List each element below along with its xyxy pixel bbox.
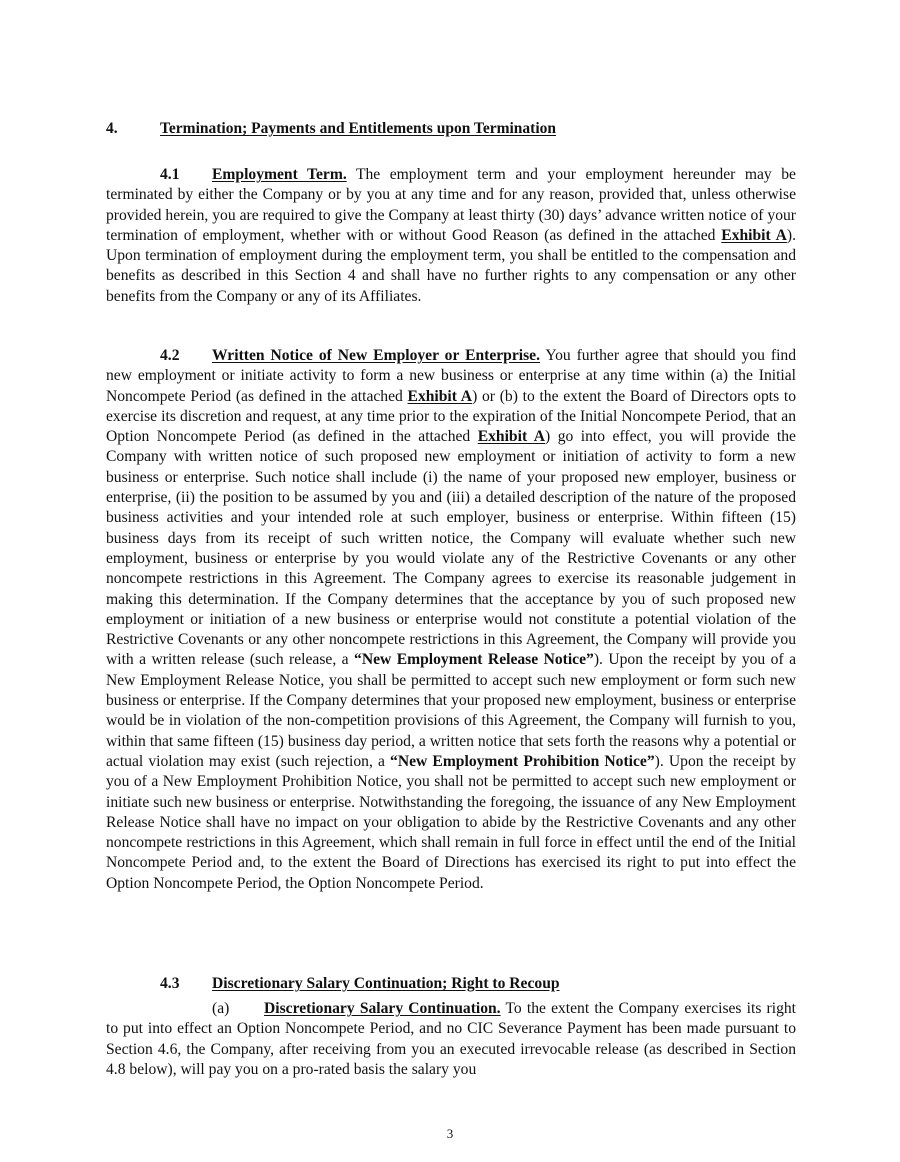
- section-4-1-text-2: ). Upon termination of employment during the employment term, you shall be entitled to the compensation and benefits as described in this Section 4 and shall have no further rights to any compensation or any other benefits from the Company or any of its Affiliates.: [106, 226, 797, 305]
- release-notice-term: “New Employment Release Notice”: [354, 651, 594, 669]
- section-4-3-a-text: To the extent the Company exercises its right to put into effect an Option Noncompete Period, and no CIC Severance Payment has been made pursuant to Section 4.6, the Company, after receiving from you an executed irrevocable release (as described in Section 4.8 below), will pay you on a pro-rated basis the salary you: [106, 1000, 797, 1078]
- section-4-number: 4.: [106, 120, 118, 137]
- section-4-2-text-3: ) go into effect, you will provide the Company with written notice of such proposed new employment or initiation of activity to form a new business or enterprise. Such notice shall include (i) the name of your proposed new employer, business or enterprise, (ii) the position to be assumed by you and (iii) a detailed description of the nature of the proposed business activities and your intended role at such employer, business or enterprise. Within fifteen (15) business days from its receipt of such written notice, the Company will evaluate whether such new employment, business or enterprise by you would violate any of the Restrictive Covenants or any other noncompete restrictions in this Agreement. The Company agrees to exercise its reasonable judgement in making this determination. If the Company determines that the acceptance by you of such proposed new employment or initiation of a new business or enterprise would not constitute a potential violation of the Restrictive Covenants or any other noncompete restrictions in this Agreement, the Company will provide you with a written release (such release, a: [106, 428, 796, 669]
- section-4-2-number: 4.2: [160, 347, 180, 364]
- section-4-2-title: Written Notice of New Employer or Enterprise.: [212, 347, 540, 364]
- section-4-3-number: 4.3: [160, 975, 180, 992]
- section-4-1-text-1: The employment term and your employment hereunder may be terminated by either the Company or by you at any time and for any reason, provided that, unless otherwise provided herein, you are required to give the Company at least thirty (30) days’ advance written notice of your termination of employment, whether with or without Good Reason (as defined in the attached: [106, 166, 796, 244]
- section-4-3-heading: [106, 974, 796, 994]
- exhibit-a-reference: Exhibit A: [721, 226, 787, 244]
- section-4-2-text-4: ). Upon the receipt by you of a New Employment Release Notice, you shall be permitted to accept such new employment or form such new business or enterprise. If the Company determines that your proposed new employment, business or enterprise would be in violation of the non-competition provisions of this Agreement, the Company will furnish to you, within that same fifteen (15) business day period, a written notice that sets forth the reasons why a potential or actual violation may exist (such rejection, a: [106, 651, 797, 770]
- section-4-heading: [106, 120, 556, 138]
- section-4-2-text-1: You further agree that should you find new employment or initiate activity to form a new business or enterprise at any time within (a) the Initial Noncompete Period (as defined in the attached: [106, 347, 796, 405]
- section-4-3-a-title: Discretionary Salary Continuation.: [264, 1000, 501, 1017]
- section-4-3-a-paragraph: [106, 999, 796, 1080]
- exhibit-a-reference: Exhibit A: [477, 428, 546, 446]
- section-4-2-text-2: ) or (b) to the extent the Board of Directors opts to exercise its discretion and request, at any time prior to the expiration of the Initial Noncompete Period, that an Option Noncompete Period (as defined in the attached: [106, 387, 797, 446]
- exhibit-a-reference: Exhibit A: [407, 387, 473, 405]
- section-4-3-a-number: (a): [212, 1000, 230, 1017]
- section-4-2-text-5: ). Upon the receipt by you of a New Employment Prohibition Notice, you shall not be permitted to accept such new employment or initiate such new business or enterprise. Notwithstanding the foregoing, the issuance of any New Employment Release Notice shall have no impact on your obligation to abide by the Restrictive Covenants and any other noncompete restrictions in this Agreement, which shall remain in full force in effect until the end of the Initial Noncompete Period and, to the extent the Board of Directions has exercised its right to put into effect the Option Noncompete Period, the Option Noncompete Period.: [106, 752, 796, 892]
- section-4-title: Termination; Payments and Entitlements upon Termination: [160, 120, 557, 137]
- section-4-1-number: 4.1: [160, 166, 180, 183]
- section-4-1-paragraph: [106, 165, 796, 307]
- page-number: 3: [446, 1126, 454, 1141]
- prohibition-notice-term: “New Employment Prohibition Notice”: [390, 752, 655, 770]
- section-4-3-title: Discretionary Salary Continuation; Right to Recoup: [212, 975, 560, 992]
- section-4-2-paragraph: [106, 346, 796, 894]
- section-4-1-title: Employment Term.: [212, 166, 347, 183]
